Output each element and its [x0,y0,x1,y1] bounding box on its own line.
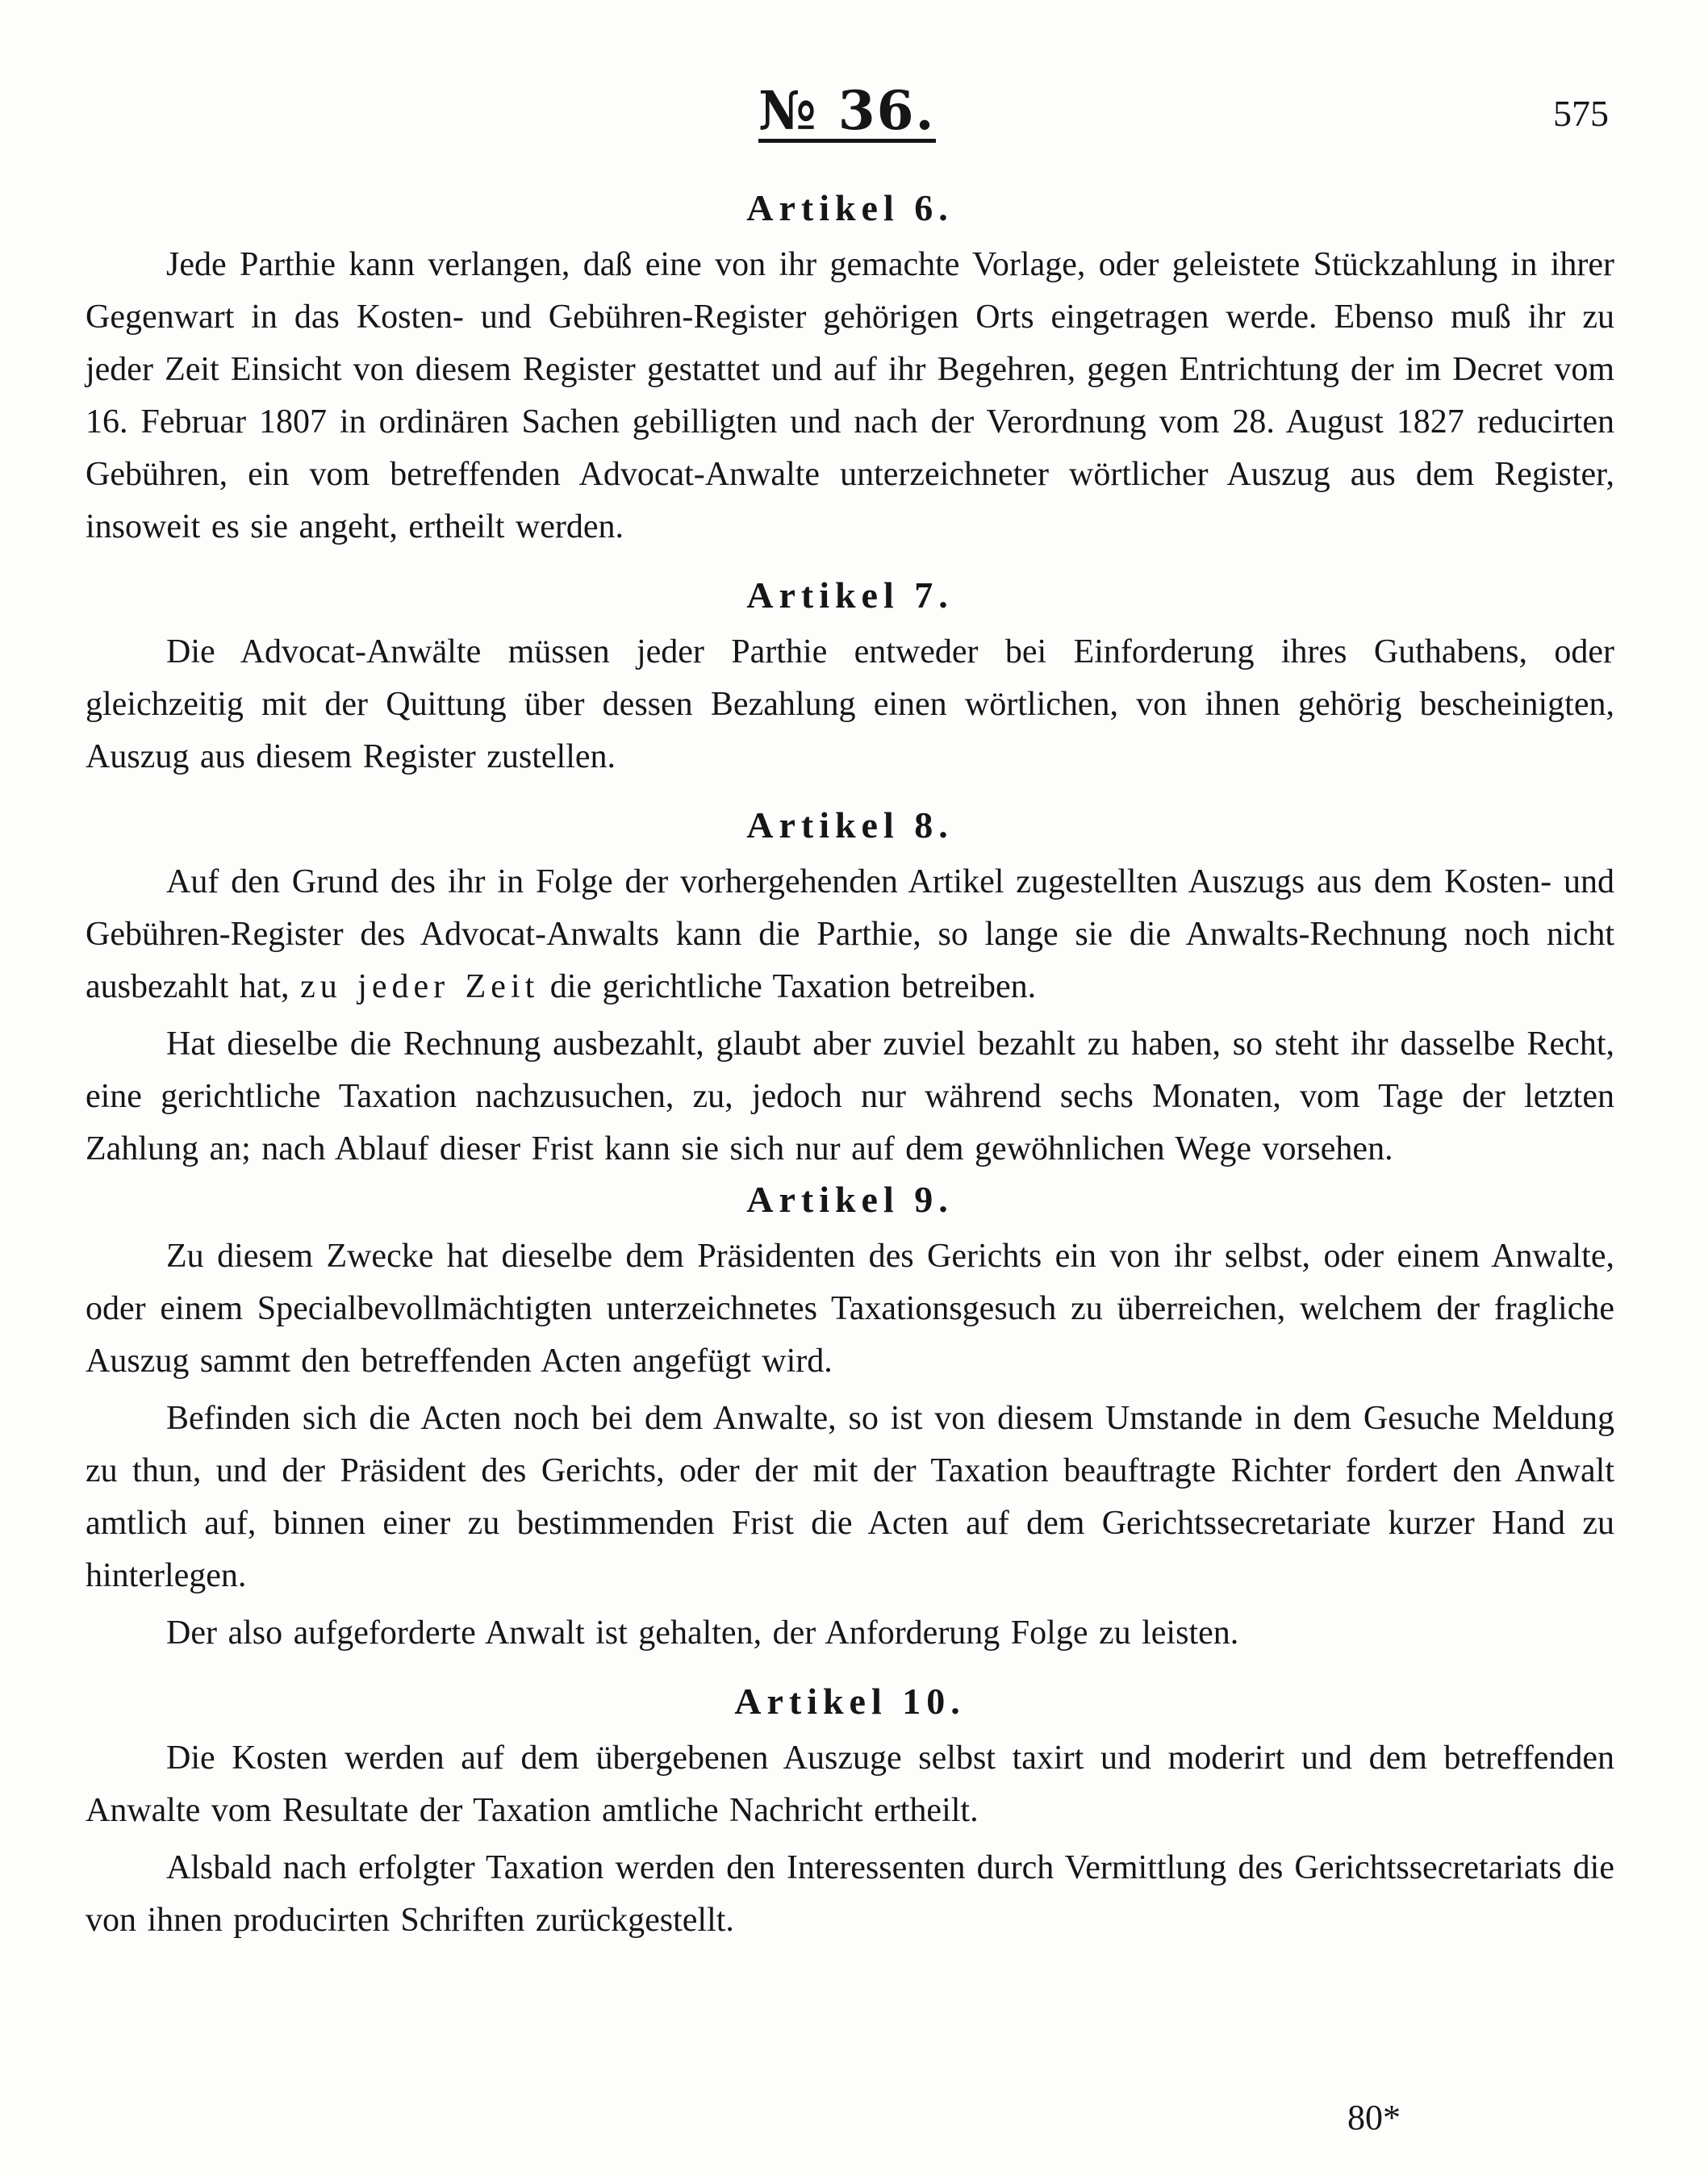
article-heading: Artikel 9. [746,1179,954,1220]
page-number: 575 [1553,93,1609,134]
article-10 [86,1677,1614,1947]
article-heading: Artikel 7. [746,574,954,616]
article-paragraph: Der also aufgeforderte Anwalt ist gehalten, der Anforderung Folge zu leisten. [166,1614,1239,1652]
article-6 [86,184,1614,553]
article-paragraph: Hat dieselbe die Rechnung ausbezahlt, glaubt aber zuviel bezahlt zu haben, so steht ihr dasselbe Recht, eine gerichtliche Taxation nachzusuchen, zu, jedoch nur während sechs Monaten, vom Tage der letzten Zahlung an; nach Ablauf dieser Frist kann sie sich nur auf dem gewöhnlichen Wege vorsehen. [86,1025,1614,1167]
article-heading: Artikel 10. [734,1681,966,1722]
emphasized-text: zu jeder Zeit [300,968,540,1005]
article-paragraph: Alsbald nach erfolgter Taxation werden den Interessenten durch Vermittlung des Gerichtssecretariats die von ihnen producirten Schriften zurückgestellt. [86,1849,1614,1939]
signature-mark: 80* [1347,2098,1401,2137]
issue-number: № 36. [758,79,936,142]
paragraph-text: Auf den Grund des ihr in Folge der vorhergehenden Artikel zugestellten Auszugs aus dem Kosten- und Gebühren-Register des Advocat-Anwalts kann die Parthie, so lange sie die Anwalts-Rechnung noch nicht ausbezahlt hat, [86,863,1614,1005]
article-paragraph [86,856,1614,1013]
article-8 [86,801,1614,1176]
article-paragraph: Die Kosten werden auf dem übergebenen Auszuge selbst taxirt und moderirt und dem betreffenden Anwalte vom Resultate der Taxation amtliche Nachricht ertheilt. [86,1740,1614,1829]
article-paragraph: Die Advocat-Anwälte müssen jeder Parthie entweder bei Einforderung ihres Guthabens, oder gleichzeitig mit der Quittung über dessen Bezahlung einen wörtlichen, von ihnen gehörig bescheinigten, Auszug aus diesem Register zustellen. [86,633,1614,775]
article-9 [86,1176,1614,1660]
article-paragraph: Befinden sich die Acten noch bei dem Anwalte, so ist von diesem Umstande in dem Gesuche Meldung zu thun, und der Präsident des Gerichts, oder der mit der Taxation beauftragte Richter fordert den Anwalt amtlich auf, binnen einer zu bestimmenden Frist die Acten auf dem Gerichtssecretariate kurzer Hand zu hinterlegen. [86,1400,1614,1594]
article-paragraph: Zu diesem Zwecke hat dieselbe dem Präsidenten des Gerichts ein von ihr selbst, oder einem Anwalte, oder einem Specialbevollmächtigten unterzeichnetes Taxationsgesuch zu überreichen, welchem der fragliche Auszug sammt den betreffenden Acten angefügt wird. [86,1238,1614,1380]
paragraph-text: die gerichtliche Taxation betreiben. [539,968,1037,1005]
article-heading: Artikel 6. [746,187,954,228]
document-body [86,184,1614,1947]
article-paragraph: Jede Parthie kann verlangen, daß eine von ihr gemachte Vorlage, oder geleistete Stückzahlung in ihrer Gegenwart in das Kosten- und Gebühren-Register gehörigen Orts eingetragen werde. Ebenso muß ihr zu jeder Zeit Einsicht von diesem Register gestattet und auf ihr Begehren, gegen Entrichtung der im Decret vom 16. Februar 1807 in ordinären Sachen gebilligten und nach der Verordnung vom 28. August 1827 reducirten Gebühren, ein vom betreffenden Advocat-Anwalte unterzeichneter wörtlicher Auszug aus dem Register, insoweit es sie angeht, ertheilt werden. [86,246,1614,545]
article-heading: Artikel 8. [746,804,954,846]
article-7 [86,571,1614,783]
